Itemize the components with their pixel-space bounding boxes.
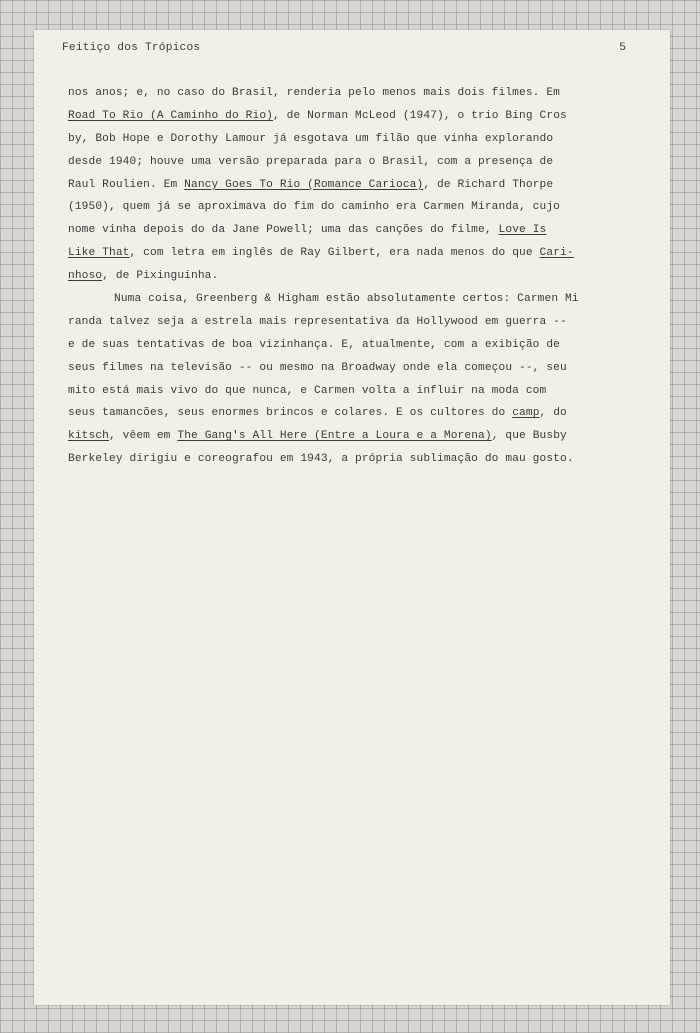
text-line (68, 334, 654, 357)
text-line (68, 265, 654, 288)
text-line (68, 151, 654, 174)
text-line (68, 174, 654, 197)
text-run: , que Busby (491, 430, 567, 443)
text-line (68, 311, 654, 334)
text-run: desde 1940; houve uma versão preparada para o Brasil, com a presença de (68, 155, 554, 168)
text-run: , de Pixinguinha. (102, 270, 219, 283)
text-run: by, Bob Hope e Dorothy Lamour já esgotava um filão que vinha explorando (68, 132, 554, 145)
text-line (68, 357, 654, 380)
text-line (68, 380, 654, 403)
underlined-title: Cari- (539, 247, 574, 260)
text-run: mito está mais vivo do que nunca, e Carmen volta a influir na moda com (68, 384, 547, 397)
typewritten-page (34, 30, 670, 1005)
text-run: Berkeley dirigiu e coreografou em 1943, a própria sublimação do mau gosto. (68, 453, 574, 466)
text-run: , de Richard Thorpe (423, 178, 554, 191)
underlined-title: The Gang's All Here (Entre a Loura e a Morena) (177, 430, 492, 443)
page-number: 5 (619, 42, 626, 54)
text-line (68, 288, 654, 311)
running-title: Feitiço dos Trópicos (62, 42, 201, 54)
text-run: , de Norman McLeod (1947), o trio Bing Cros (273, 109, 567, 122)
underlined-title: Road To Rio (A Caminho do Rio) (68, 109, 274, 122)
text-line (68, 448, 654, 471)
text-line (68, 196, 654, 219)
text-run: e de suas tentativas de boa vizinhança. E, atualmente, com a exibição de (68, 338, 561, 351)
text-line (68, 82, 654, 105)
text-line (68, 425, 654, 448)
text-run: nome vinha depois do da Jane Powell; uma das canções do filme, (68, 224, 499, 237)
text-run: , com letra em inglês de Ray Gilbert, era nada menos do que (129, 247, 540, 260)
text-run: , do (539, 407, 567, 420)
text-run: seus tamancões, seus enormes brincos e colares. E os cultores do (68, 407, 513, 420)
page-header (62, 42, 626, 58)
text-run: randa talvez seja a estrela mais representativa da Hollywood em guerra -- (68, 315, 567, 328)
body-text (68, 82, 654, 471)
text-line (68, 242, 654, 265)
underlined-title: Nancy Goes To Rio (Romance Carioca) (184, 178, 424, 191)
text-run: Raul Roulien. Em (68, 178, 185, 191)
text-run: nos anos; e, no caso do Brasil, renderia pelo menos mais dois filmes. Em (68, 87, 561, 99)
text-line (68, 219, 654, 242)
text-run: seus filmes na televisão -- ou mesmo na Broadway onde ela começou --, seu (68, 361, 567, 374)
text-line (68, 128, 654, 151)
underlined-title: kitsch (68, 430, 110, 443)
underlined-title: nhoso (68, 270, 103, 283)
underlined-title: Love Is (498, 224, 547, 237)
underlined-title: Like That (68, 247, 130, 260)
text-run: , vêem em (109, 430, 178, 443)
text-line (68, 105, 654, 128)
text-run: Numa coisa, Greenberg & Higham estão absolutamente certos: Carmen Mi (114, 293, 579, 306)
underlined-title: camp (512, 407, 540, 420)
text-run: (1950), quem já se aproximava do fim do caminho era Carmen Miranda, cujo (68, 201, 561, 214)
text-line (68, 402, 654, 425)
